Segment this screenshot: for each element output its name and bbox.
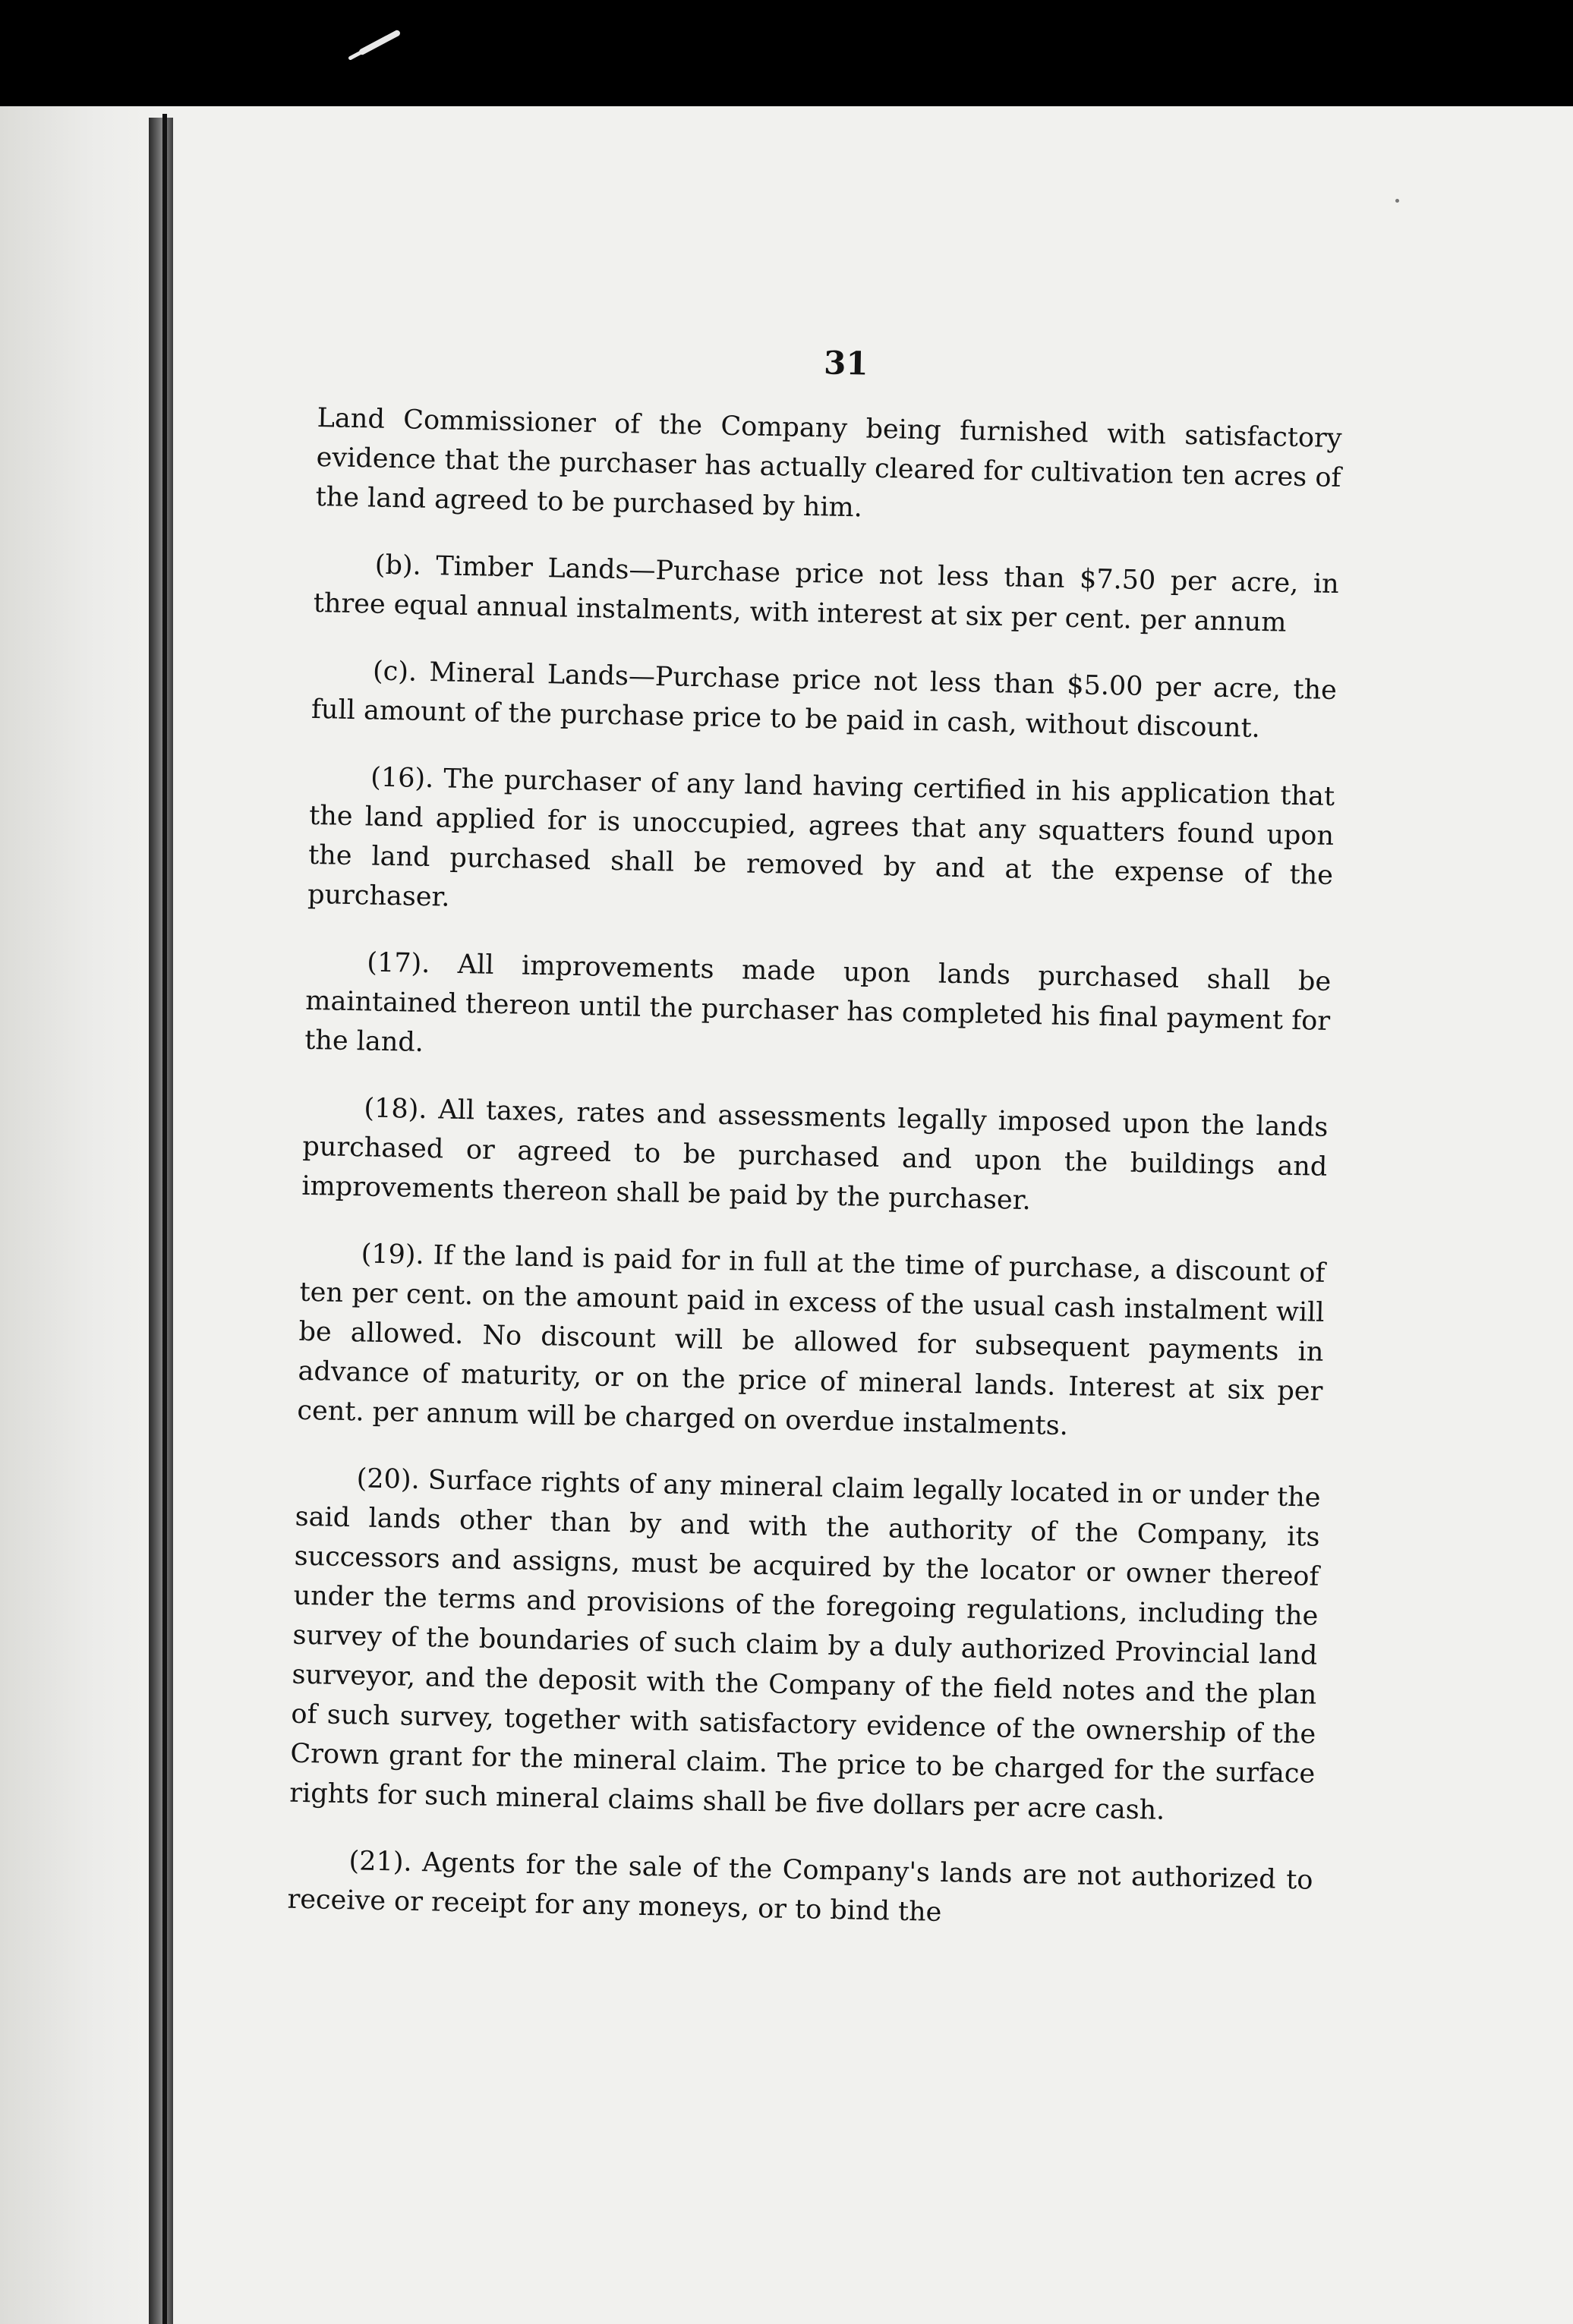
paragraph-c-mineral-lands: (c). Mineral Lands—Purchase price not less than $5.00 per acre, the full amount of the purchase price to be paid in cash, without discount. [311, 656, 1338, 744]
paragraph-20: (20). Surface rights of any mineral claim legally located in or under the said lands other than by and with the authority of the Company, its successors and assigns, must be acquired by the locator or owner thereof under the terms and provisions of the foregoing regulations, including the survey of the boundaries of such claim by a duly authorized Provincial land surveyor, and the deposit with the Company of the field notes and the plan of such survey, together with satisfactory evidence of the ownership of the Crown grant for the mineral claim. The price to be charged for the surface rights for such mineral claims shall be five dollars per acre cash. [289, 1463, 1321, 1826]
paragraph-b-timber-lands: (b). Timber Lands—Purchase price not less than $7.50 per acre, in three equal annual instalments, with interest at six per cent. per annum [313, 550, 1340, 638]
paragraph-17: (17). All improvements made upon lands purchased shall be maintained thereon until the purchaser has completed his final payment for the land. [304, 947, 1332, 1058]
paragraph-18: (18). All taxes, rates and assessments legally imposed upon the lands purchased or agreed to be purchased and upon the buildings and improvements thereon shall be paid by the purchaser. [301, 1093, 1329, 1217]
book-spine-line [162, 114, 167, 2324]
scan-artifact-mark [358, 29, 402, 55]
page-number: 31 [823, 344, 869, 383]
paragraph-continuation: Land Commissioner of the Company being furnished with satisfactory evidence that the purchaser has actually cleared for cultivation ten acres of the land agreed to be purchased by him. [315, 402, 1342, 524]
page-text-block [286, 334, 1343, 1967]
paragraph-21: (21). Agents for the sale of the Company's lands are not authorized to receive or receipt for any moneys, or to bind the [287, 1846, 1313, 1928]
paragraph-19: (19). If the land is paid for in full at the time of purchase, a discount of ten per cent. on the amount paid in excess of the usual cash instalment will be allowed. No discount will be allowed for subsequent payments in advance of maturity, or on the price of mineral lands. Interest at six per cent. per annum will be charged on overdue instalments. [297, 1239, 1326, 1442]
book-spine-edge [149, 118, 173, 2324]
paragraph-16: (16). The purchaser of any land having certified in his application that the land applied for is unoccupied, agrees that any squatters found upon the land purchased shall be removed by and at the expense of the purchaser. [307, 762, 1335, 913]
paper-speck [1395, 199, 1399, 203]
page-gutter-shadow [0, 106, 159, 2324]
